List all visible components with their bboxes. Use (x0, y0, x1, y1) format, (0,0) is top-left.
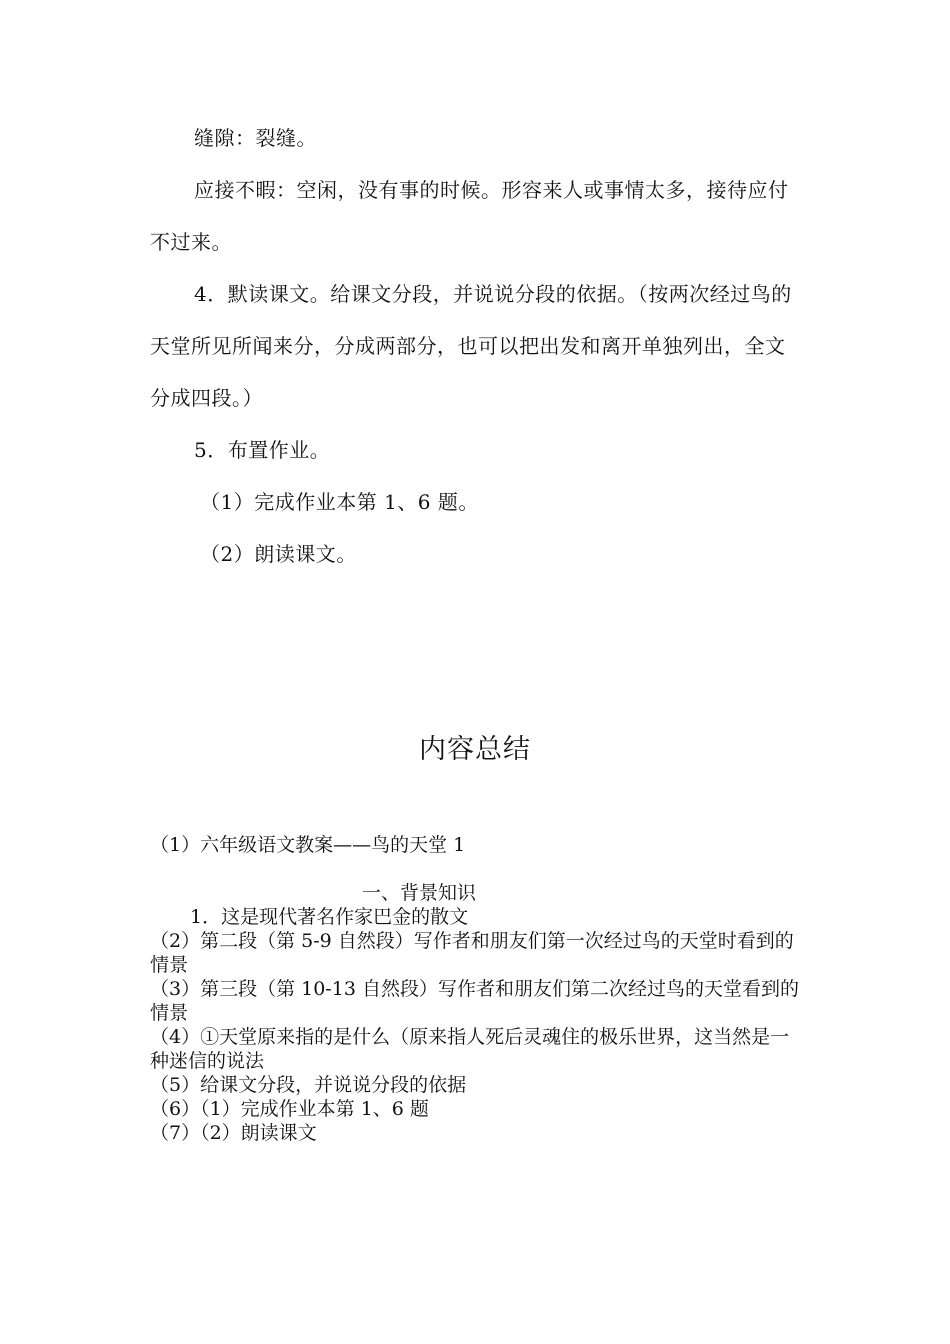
paragraph-homework-1: （1）完成作业本第 1、6 题。 (200, 490, 479, 514)
summary-item-4: （4）①天堂原来指的是什么（原来指人死后灵魂住的极乐世界，这当然是一种迷信的说法 (150, 1026, 790, 1072)
summary-section (150, 881, 800, 1145)
summary-item-1: （1）六年级语文教案——鸟的天堂 1 (150, 834, 466, 856)
lesson-body (150, 112, 800, 580)
summary-item-7: （7）（2）朗读课文 (150, 1122, 317, 1144)
paragraph-step-5: 5．布置作业。 (194, 438, 331, 462)
summary-item-2: （2）第二段（第 5-9 自然段）写作者和朋友们第一次经过鸟的天堂时看到的情景 (150, 930, 794, 976)
paragraph-crack: 缝隙：裂缝。 (194, 126, 317, 150)
summary-item-5: （5）给课文分段，并说说分段的依据 (150, 1074, 467, 1096)
paragraph-homework-2: （2）朗读课文。 (200, 542, 357, 566)
summary-list (150, 833, 800, 857)
summary-item-6: （6）（1）完成作业本第 1、6 题 (150, 1098, 429, 1120)
paragraph-step-4: 4．默读课文。给课文分段，并说说分段的依据。（按两次经过鸟的天堂所见所闻来分，分成两部分，也可以把出发和离开单独列出，全文分成四段。） (150, 282, 792, 410)
summary-item-3: （3）第三段（第 10-13 自然段）写作者和朋友们第二次经过鸟的天堂看到的情景 (150, 978, 799, 1024)
summary-title: 内容总结 (419, 734, 531, 765)
summary-sub-item-1: 1．这是现代著名作家巴金的散文 (190, 906, 469, 928)
summary-heading: 一、背景知识 (362, 882, 477, 904)
paragraph-overwhelmed: 应接不暇：空闲，没有事的时候。形容来人或事情太多，接待应付不过来。 (150, 178, 789, 254)
